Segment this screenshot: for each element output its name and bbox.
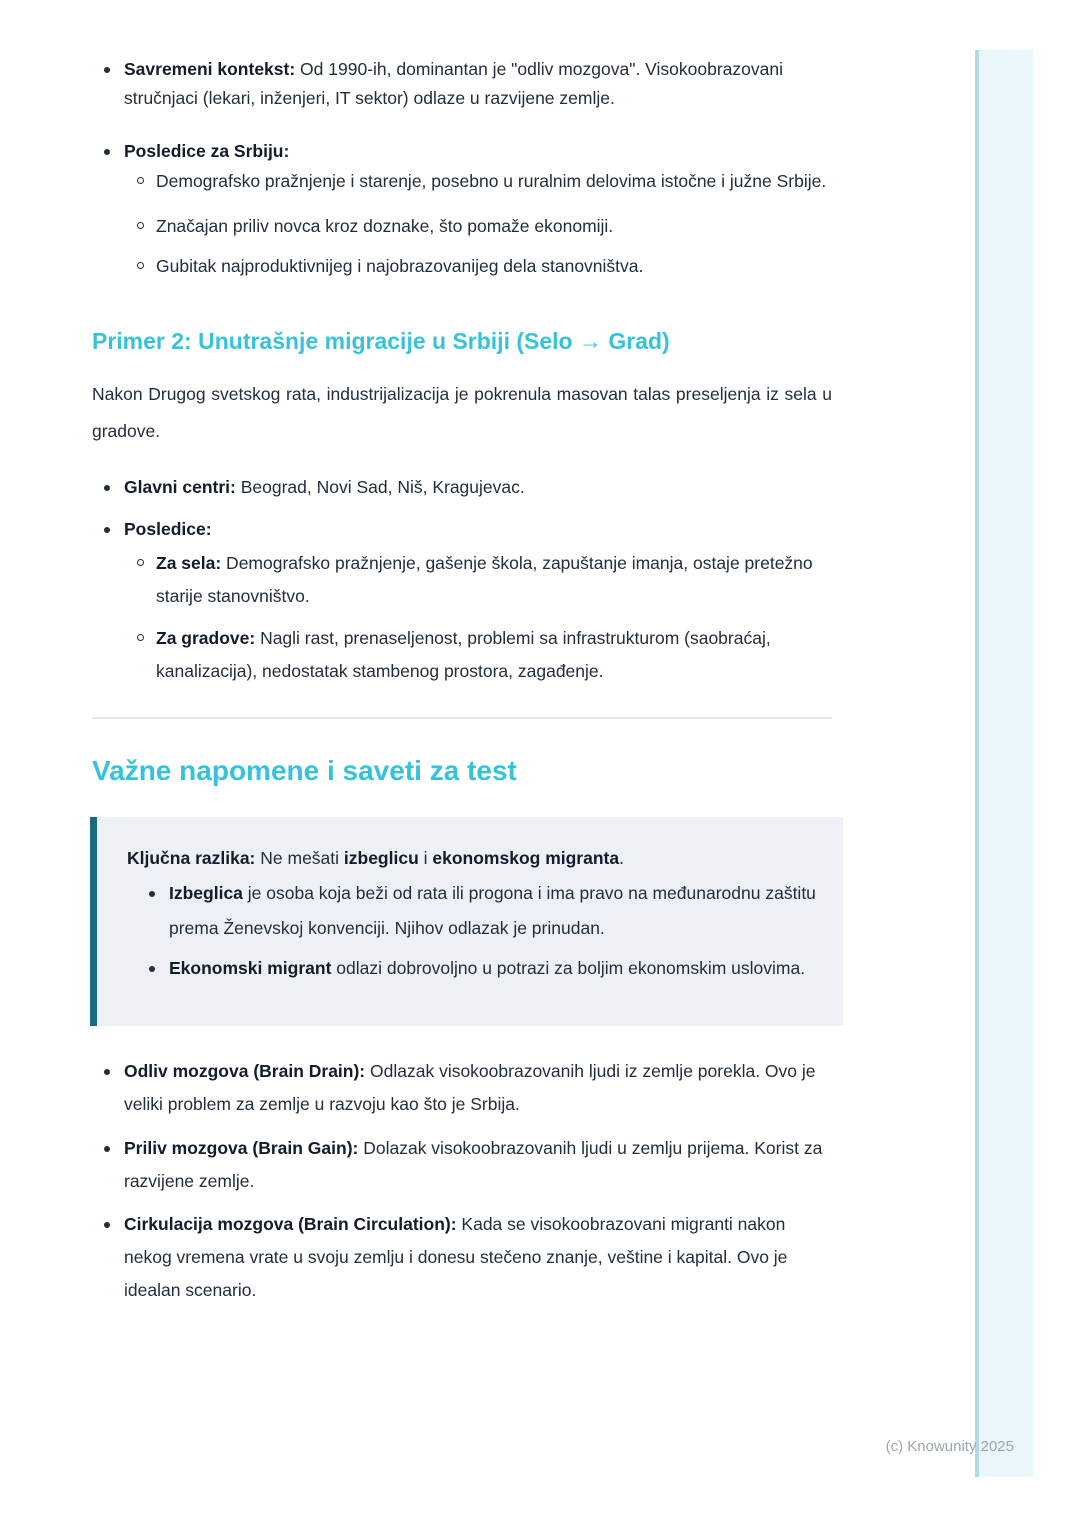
sub-list-item-text: Gubitak najproduktivnijeg i najobrazovanijeg dela stanovništva. (156, 256, 644, 276)
callout-list-item-text: Ekonomski migrant odlazi dobrovoljno u potrazi za boljim ekonomskim uslovima. (169, 958, 806, 978)
sub-list-item (137, 547, 832, 613)
primer2-paragraph: Nakon Drugog svetskog rata, industrijalizacija je pokrenula masovan talas preseljenja iz sela u gradove. (92, 384, 832, 441)
list-item (92, 137, 832, 281)
bullet-ring-icon (137, 634, 144, 641)
copyright-footer: (c) Knowunity 2025 (885, 1438, 1014, 1455)
bullet-dot-icon (104, 485, 110, 491)
bullet-dot-icon (104, 527, 110, 533)
right-margin-stripe (975, 50, 1033, 1477)
bullet-ring-icon (137, 222, 144, 229)
bullet-dot-icon (149, 966, 155, 972)
list-item (92, 1208, 832, 1307)
bullet-list-brain-terms (92, 1055, 832, 1307)
bullet-dot-icon (104, 1146, 110, 1152)
list-item-text: Posledice: (124, 519, 212, 539)
section-heading-primer2: Primer 2: Unutrašnje migracije u Srbiji (Selo → Grad) (92, 328, 670, 354)
callout-list-item (137, 951, 819, 986)
sub-list-item-text: Za sela: Demografsko pražnjenje, gašenje škola, zapuštanje imanja, ostaje pretežno starije stanovništvo. (156, 553, 813, 606)
list-item-text: Cirkulacija mozgova (Brain Circulation): Kada se visokoobrazovani migranti nakon nekog vremena vrate u svoju zemlju i donesu stečeno znanje, veštine i kapital. Ovo je idealan scenario. (124, 1214, 788, 1300)
sub-list-item-text: Demografsko pražnjenje i starenje, posebno u ruralnim delovima istočne i južne Srbije. (156, 171, 827, 191)
sub-list-item (137, 251, 832, 281)
callout-bullet-list (127, 876, 819, 986)
sub-bullet-list (124, 166, 832, 281)
bullet-dot-icon (149, 891, 155, 897)
sub-list-item (137, 166, 832, 196)
callout-list-item (137, 876, 819, 946)
document-page-content (92, 0, 832, 1307)
bullet-dot-icon (104, 1069, 110, 1075)
bullet-list-top (92, 55, 832, 281)
bullet-dot-icon (104, 149, 110, 155)
list-item-text: Posledice za Srbiju: (124, 141, 290, 161)
sub-list-item-text: Za gradove: Nagli rast, prenaseljenost, problemi sa infrastrukturom (saobraćaj, kanalizacija), nedostatak stambenog prostora, zagađenje. (156, 628, 771, 681)
sub-list-item (137, 211, 832, 241)
list-item-text: Priliv mozgova (Brain Gain): Dolazak visokoobrazovanih ljudi u zemlju prijema. Korist za razvijene zemlje. (124, 1138, 823, 1191)
key-difference-callout (90, 817, 843, 1026)
bullet-ring-icon (137, 177, 144, 184)
list-item (92, 471, 832, 504)
bullet-list-primer2 (92, 471, 832, 688)
list-item-text: Glavni centri: Beograd, Novi Sad, Niš, Kragujevac. (124, 477, 525, 497)
section-divider (92, 717, 832, 719)
bullet-ring-icon (137, 559, 144, 566)
sub-bullet-list (124, 547, 832, 688)
list-item-text: Savremeni kontekst: Od 1990-ih, dominantan je "odliv mozgova". Visokoobrazovani stručnjaci (lekari, inženjeri, IT sektor) odlaze u razvijene zemlje. (124, 59, 783, 108)
bullet-dot-icon (104, 1222, 110, 1228)
callout-title: Ključna razlika: Ne mešati izbeglicu i ekonomskog migranta. (127, 848, 624, 868)
sub-list-item (137, 622, 832, 688)
list-item (92, 1132, 832, 1198)
callout-list-item-text: Izbeglica je osoba koja beži od rata ili progona i ima pravo na međunarodnu zaštitu prema Ženevskoj konvenciji. Njihov odlazak je prinudan. (169, 883, 816, 938)
bullet-ring-icon (137, 262, 144, 269)
bullet-dot-icon (104, 67, 110, 73)
list-item (92, 513, 832, 688)
sub-list-item-text: Značajan priliv novca kroz doznake, što pomaže ekonomiji. (156, 216, 614, 236)
list-item (92, 55, 832, 113)
section-heading-napomene: Važne napomene i saveti za test (92, 755, 517, 786)
list-item-text: Odliv mozgova (Brain Drain): Odlazak visokoobrazovanih ljudi iz zemlje porekla. Ovo je veliki problem za zemlje u razvoju kao što je Srbija. (124, 1061, 816, 1114)
list-item (92, 1055, 832, 1121)
